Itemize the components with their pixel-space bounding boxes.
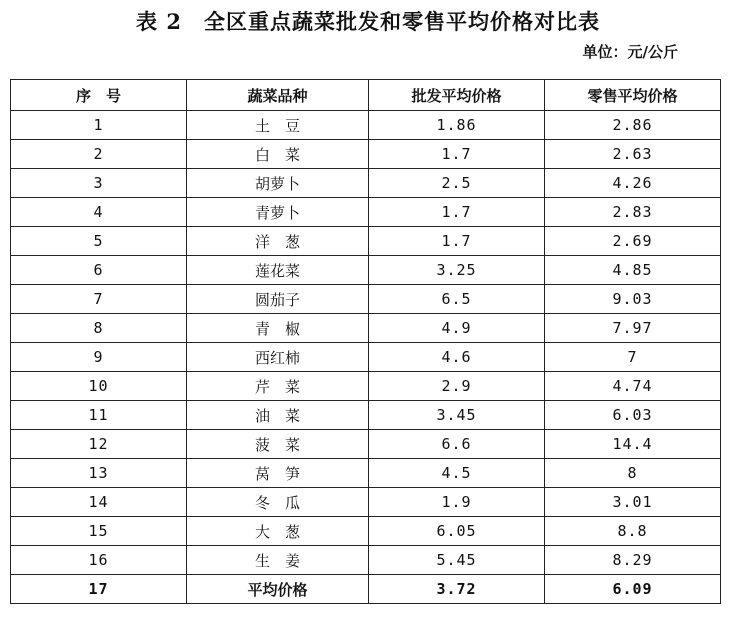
header-row bbox=[11, 80, 721, 111]
cell-wholesale-price: 1.7 bbox=[369, 198, 545, 227]
cell-wholesale-price: 1.9 bbox=[369, 488, 545, 517]
cell-index: 15 bbox=[11, 517, 187, 546]
cell-retail-price: 8.8 bbox=[545, 517, 721, 546]
cell-wholesale-price: 1.7 bbox=[369, 140, 545, 169]
cell-index: 13 bbox=[11, 459, 187, 488]
cell-vegetable: 冬 瓜 bbox=[187, 488, 369, 517]
table-row bbox=[11, 111, 721, 140]
cell-index: 3 bbox=[11, 169, 187, 198]
cell-wholesale-price: 3.45 bbox=[369, 401, 545, 430]
cell-wholesale-price: 1.86 bbox=[369, 111, 545, 140]
cell-wholesale-price: 4.9 bbox=[369, 314, 545, 343]
cell-index: 9 bbox=[11, 343, 187, 372]
cell-index: 17 bbox=[11, 575, 187, 604]
cell-wholesale-price: 2.5 bbox=[369, 169, 545, 198]
cell-vegetable: 菠 菜 bbox=[187, 430, 369, 459]
header-wholesale-price: 批发平均价格 bbox=[369, 80, 545, 111]
cell-retail-price: 3.01 bbox=[545, 488, 721, 517]
cell-retail-price: 2.69 bbox=[545, 227, 721, 256]
cell-vegetable: 芹 菜 bbox=[187, 372, 369, 401]
cell-index: 8 bbox=[11, 314, 187, 343]
table-row bbox=[11, 546, 721, 575]
cell-index: 4 bbox=[11, 198, 187, 227]
cell-retail-price: 2.86 bbox=[545, 111, 721, 140]
cell-wholesale-price: 4.5 bbox=[369, 459, 545, 488]
header-vegetable: 蔬菜品种 bbox=[187, 80, 369, 111]
cell-vegetable: 油 菜 bbox=[187, 401, 369, 430]
cell-retail-price: 6.03 bbox=[545, 401, 721, 430]
cell-vegetable: 胡萝卜 bbox=[187, 169, 369, 198]
cell-wholesale-price: 6.05 bbox=[369, 517, 545, 546]
cell-vegetable: 青萝卜 bbox=[187, 198, 369, 227]
cell-vegetable: 平均价格 bbox=[187, 575, 369, 604]
cell-index: 12 bbox=[11, 430, 187, 459]
average-row bbox=[11, 575, 721, 604]
header-index: 序 号 bbox=[11, 80, 187, 111]
cell-wholesale-price: 5.45 bbox=[369, 546, 545, 575]
cell-wholesale-price: 1.7 bbox=[369, 227, 545, 256]
cell-vegetable: 大 葱 bbox=[187, 517, 369, 546]
unit-label: 单位：元/公斤 bbox=[582, 43, 678, 61]
cell-wholesale-price: 6.6 bbox=[369, 430, 545, 459]
table-row bbox=[11, 169, 721, 198]
cell-index: 14 bbox=[11, 488, 187, 517]
cell-retail-price: 8 bbox=[545, 459, 721, 488]
cell-retail-price: 4.85 bbox=[545, 256, 721, 285]
cell-wholesale-price: 3.72 bbox=[369, 575, 545, 604]
cell-vegetable: 洋 葱 bbox=[187, 227, 369, 256]
table-title: 表 2 全区重点蔬菜批发和零售平均价格对比表 bbox=[136, 9, 600, 34]
cell-wholesale-price: 3.25 bbox=[369, 256, 545, 285]
cell-vegetable: 莴 笋 bbox=[187, 459, 369, 488]
cell-index: 2 bbox=[11, 140, 187, 169]
cell-vegetable: 白 菜 bbox=[187, 140, 369, 169]
cell-index: 11 bbox=[11, 401, 187, 430]
table-row bbox=[11, 488, 721, 517]
cell-retail-price: 2.63 bbox=[545, 140, 721, 169]
cell-retail-price: 4.26 bbox=[545, 169, 721, 198]
table-row bbox=[11, 256, 721, 285]
table-row bbox=[11, 285, 721, 314]
table-row bbox=[11, 430, 721, 459]
table-row bbox=[11, 140, 721, 169]
cell-vegetable: 圆茄子 bbox=[187, 285, 369, 314]
cell-wholesale-price: 4.6 bbox=[369, 343, 545, 372]
cell-index: 7 bbox=[11, 285, 187, 314]
header-retail-price: 零售平均价格 bbox=[545, 80, 721, 111]
cell-index: 6 bbox=[11, 256, 187, 285]
cell-retail-price: 7 bbox=[545, 343, 721, 372]
cell-wholesale-price: 6.5 bbox=[369, 285, 545, 314]
cell-retail-price: 8.29 bbox=[545, 546, 721, 575]
table-row bbox=[11, 314, 721, 343]
table-row bbox=[11, 401, 721, 430]
table-row bbox=[11, 343, 721, 372]
cell-wholesale-price: 2.9 bbox=[369, 372, 545, 401]
cell-retail-price: 2.83 bbox=[545, 198, 721, 227]
cell-vegetable: 生 姜 bbox=[187, 546, 369, 575]
table-row bbox=[11, 227, 721, 256]
cell-index: 5 bbox=[11, 227, 187, 256]
table-row bbox=[11, 198, 721, 227]
cell-retail-price: 9.03 bbox=[545, 285, 721, 314]
cell-index: 16 bbox=[11, 546, 187, 575]
cell-index: 1 bbox=[11, 111, 187, 140]
table-row bbox=[11, 517, 721, 546]
table-row bbox=[11, 459, 721, 488]
cell-retail-price: 7.97 bbox=[545, 314, 721, 343]
price-table bbox=[10, 79, 721, 604]
cell-vegetable: 莲花菜 bbox=[187, 256, 369, 285]
cell-index: 10 bbox=[11, 372, 187, 401]
cell-retail-price: 14.4 bbox=[545, 430, 721, 459]
cell-retail-price: 4.74 bbox=[545, 372, 721, 401]
cell-retail-price: 6.09 bbox=[545, 575, 721, 604]
cell-vegetable: 青 椒 bbox=[187, 314, 369, 343]
cell-vegetable: 土 豆 bbox=[187, 111, 369, 140]
cell-vegetable: 西红柿 bbox=[187, 343, 369, 372]
table-row bbox=[11, 372, 721, 401]
